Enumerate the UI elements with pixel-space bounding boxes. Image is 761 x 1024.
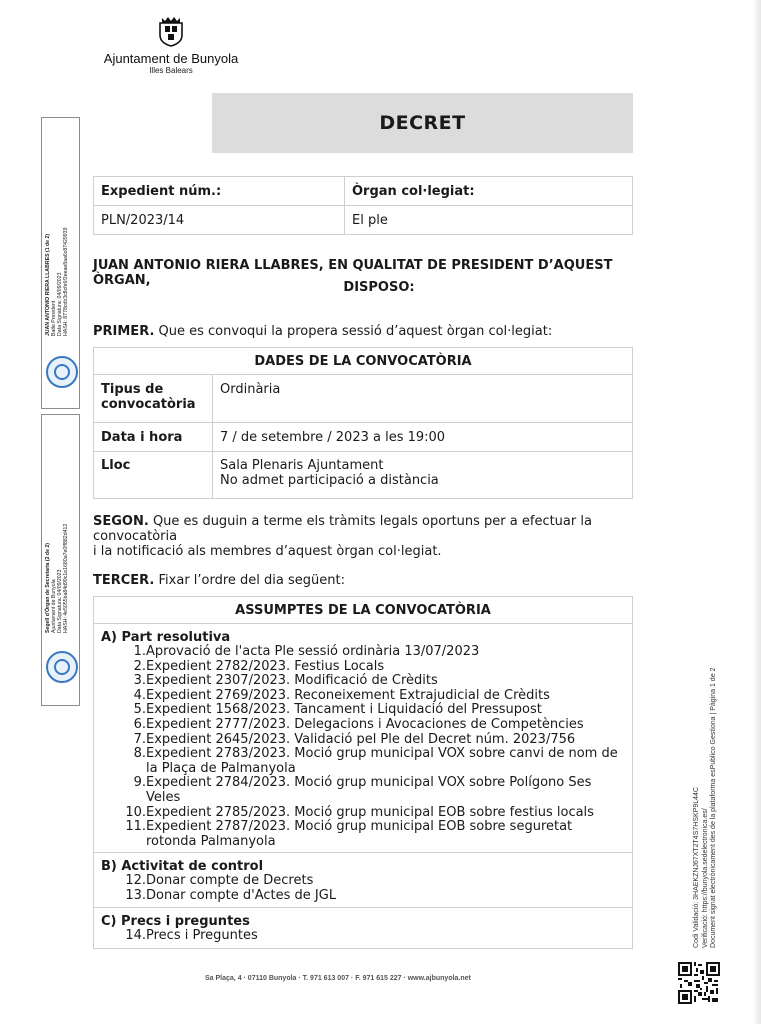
- list-item: 9. Expedient 2784/2023. Moció grup municipal VOX sobre Polígono Ses Veles: [133, 775, 592, 805]
- list-item: 1. Aprovació de l'acta Ple sessió ordinària 13/07/2023: [133, 644, 480, 659]
- segon-label: SEGON.: [93, 514, 149, 529]
- list-item: 13. Donar compte d'Actes de JGL: [125, 887, 337, 903]
- data-hora-value: 7 / de setembre / 2023 a les 19:00: [213, 423, 633, 452]
- convocatoria-table: [93, 347, 633, 499]
- list-item: 4. Expedient 2769/2023. Reconeixement Extrajudicial de Crèdits: [133, 687, 550, 703]
- tercer-text: Fixar l’ordre del dia següent:: [158, 573, 345, 588]
- lloc-value: [213, 452, 633, 499]
- signature-2-seal-icon: [46, 651, 78, 683]
- org-name: Ajuntament de Bunyola: [103, 51, 239, 66]
- segon-line-2: i la notificació als membres d’aquest òrgan col·legiat.: [93, 544, 442, 559]
- signature-strip-2: [41, 414, 80, 706]
- section-c-title: C) Precs i preguntes: [101, 913, 250, 929]
- list-item: 6. Expedient 2777/2023. Delegacions i Avocaciones de Competències: [133, 716, 584, 732]
- document-title-box: [212, 93, 633, 153]
- segon-paragraph: [93, 514, 673, 559]
- convocatoria-title: DADES DE LA CONVOCATÒRIA: [94, 348, 633, 375]
- tipus-value: Ordinària: [213, 375, 633, 423]
- coat-of-arms-icon: [156, 15, 186, 47]
- assumptes-title: ASSUMPTES DE LA CONVOCATÒRIA: [94, 597, 633, 624]
- org-subtitle: Illes Balears: [149, 66, 193, 75]
- data-hora-label: Data i hora: [94, 423, 213, 452]
- header-logo: [98, 15, 244, 76]
- intro-line-2: DISPOSO:: [343, 280, 415, 295]
- expedient-number-header: Expedient núm.:: [94, 177, 345, 206]
- primer-paragraph: [93, 324, 665, 339]
- lloc-value-line-1: Sala Plenaris Ajuntament: [220, 458, 384, 473]
- verification-line-1: Codi Validació: 3HAEKZNJ67XT2T4S7HSKP9L44C: [693, 787, 700, 948]
- section-c: [94, 907, 633, 949]
- signature-strip-1: [41, 117, 80, 409]
- organ-value: El ple: [345, 206, 633, 235]
- list-item: 5. Expedient 1568/2023. Tancament i Liquidació del Pressupost: [133, 702, 542, 718]
- segon-line-1: Que es duguin a terme els tràmits legals oportuns per a efectuar la convocatòria: [93, 514, 592, 544]
- list-item: 7. Expedient 2645/2023. Validació pel Ple del Decret núm. 2023/756: [133, 731, 576, 747]
- section-b-title: B) Activitat de control: [101, 859, 264, 875]
- signature-1-seal-icon: [46, 356, 78, 388]
- assumptes-table: [93, 596, 633, 949]
- lloc-label: Lloc: [94, 452, 213, 499]
- signature-2-text: Segell d'Òrgan de Secretaria (2 de 2) Ajuntament de Bunyola Data Signatura: 04/09/2023 HASH: 4e5055ba84d99c1e1680a7e0ff882d412: [45, 523, 69, 633]
- expedient-number-value: PLN/2023/14: [94, 206, 345, 235]
- tercer-label: TERCER.: [93, 573, 155, 588]
- document-title: DECRET: [379, 112, 466, 134]
- intro-line-1: JUAN ANTONIO RIERA LLABRES, EN QUALITAT DE PRESIDENT D’AQUEST ÒRGAN,: [93, 258, 613, 288]
- list-item: 3. Expedient 2307/2023. Modificació de Crèdits: [133, 673, 438, 689]
- list-item: 8. Expedient 2783/2023. Moció grup municipal VOX sobre canvi de nom de la Plaça de Palmanyola: [133, 746, 618, 776]
- section-c-list: [101, 929, 625, 944]
- section-b-list: [101, 874, 625, 903]
- organ-header: Òrgan col·legiat:: [345, 177, 633, 206]
- verification-text: [693, 668, 719, 948]
- expedient-table: [93, 176, 633, 235]
- footer-contact: Sa Plaça, 4 · 07110 Bunyola · T. 971 613 007 · F. 971 615 227 · www.ajbunyola.net: [205, 975, 471, 982]
- list-item: 12. Donar compte de Decrets: [125, 873, 314, 889]
- verification-line-3: Document signat electrònicament des de la plataforma esPublico Gestiona | Pàgina 1 de 2: [710, 667, 717, 948]
- lloc-value-line-2: No admet participació a distància: [220, 473, 439, 488]
- list-item: 10. Expedient 2785/2023. Moció grup municipal EOB sobre festius locals: [125, 804, 594, 820]
- primer-label: PRIMER.: [93, 324, 155, 339]
- primer-text: Que es convoqui la propera sessió d’aquest òrgan col·legiat:: [158, 324, 553, 339]
- tipus-label: Tipus de convocatòria: [94, 375, 213, 423]
- page-edge: [753, 0, 761, 1024]
- section-a: [94, 624, 633, 853]
- tercer-paragraph: [93, 573, 665, 588]
- verification-line-2: Verificació: https://bunyola.sedelectronica.es/: [701, 808, 709, 948]
- list-item: 11. Expedient 2787/2023. Moció grup municipal EOB sobre seguretat rotonda Palmanyola: [125, 819, 573, 849]
- list-item: 2. Expedient 2782/2023. Festius Locals: [133, 658, 385, 674]
- signature-1-text: JUAN ANTONIO RIERA LLABRES (1 de 2) Batle President Data Signatura: 04/09/2023 HASH: 8778cdb3c8cfe6f3eeae8aa6c87429939: [45, 227, 69, 336]
- qr-code-icon: [678, 962, 720, 1004]
- list-item: 14. Precs i Preguntes: [125, 927, 258, 943]
- section-a-title: A) Part resolutiva: [101, 630, 231, 645]
- section-a-list: [101, 645, 625, 849]
- section-b: [94, 853, 633, 907]
